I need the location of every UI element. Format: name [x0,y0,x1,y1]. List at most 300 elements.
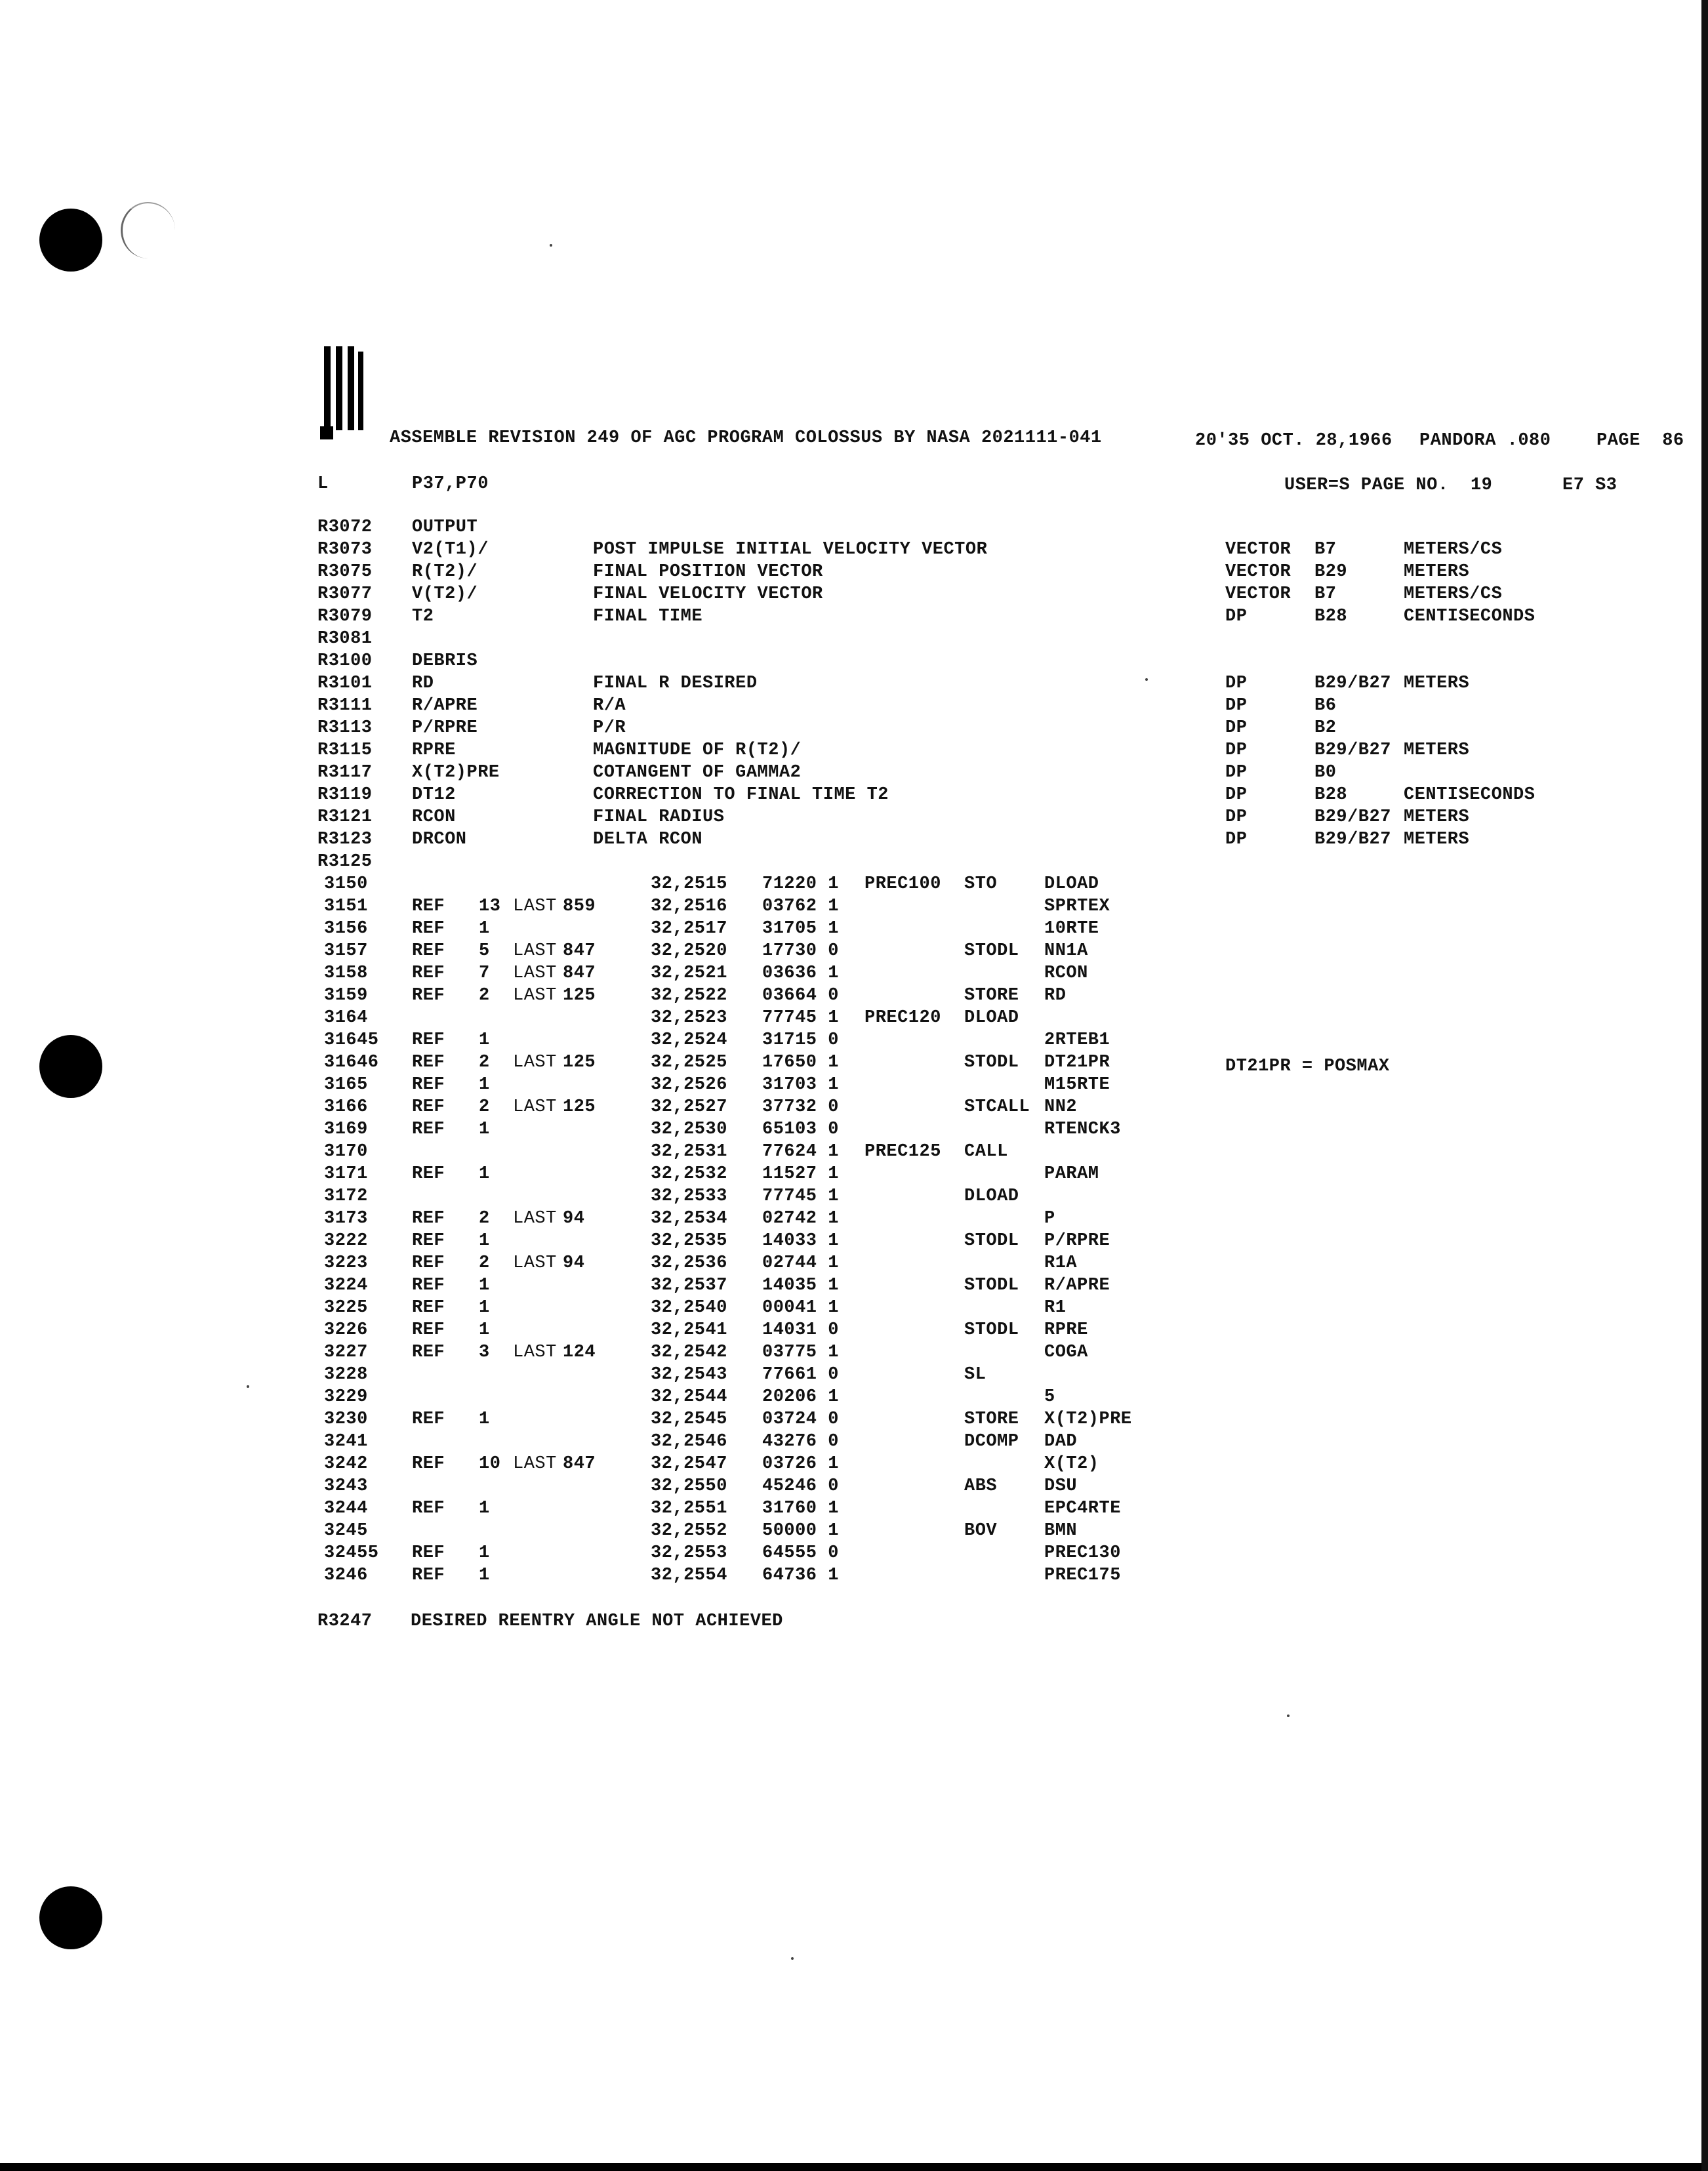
code-ref: REF [412,1030,445,1050]
code-operand: PREC130 [1044,1543,1121,1563]
code-address: 32,2531 [651,1142,727,1162]
scan-speck [791,1957,794,1960]
remark-scale: B0 [1314,763,1337,782]
remark-line-id: R3117 [317,763,373,782]
code-ref-count: 1 [479,1566,490,1585]
code-word: 31715 0 [762,1030,839,1050]
code-address: 32,2515 [651,874,727,894]
code-last: LAST [513,897,557,916]
code-address: 32,2517 [651,919,727,939]
code-line-number: 31645 [324,1030,379,1050]
code-opcode: STORE [964,1410,1019,1429]
code-ref-count: 2 [479,1097,490,1117]
code-word: 03775 1 [762,1343,839,1362]
punch-hole-bottom [39,1886,102,1949]
remark-scale: B2 [1314,718,1337,738]
code-ref-count: 1 [479,919,490,939]
code-ref: REF [412,1253,445,1273]
code-ref-count: 2 [479,1253,490,1273]
code-last-number: 847 [563,941,596,961]
remark-desc: P/R [593,718,626,738]
remark-type: DP [1225,807,1248,827]
code-ref-count: 1 [479,1543,490,1563]
remark-type: DP [1225,607,1248,626]
remark-type: DP [1225,718,1248,738]
remark-name: X(T2)PRE [412,763,500,782]
code-ref-count: 7 [479,964,490,983]
code-line-number: 3222 [324,1231,368,1251]
code-address: 32,2553 [651,1543,727,1563]
code-address: 32,2554 [651,1566,727,1585]
code-opcode: ABS [964,1476,998,1496]
code-word: 77745 1 [762,1187,839,1206]
remark-scale: B7 [1314,540,1337,559]
remark-units: METERS/CS [1404,584,1503,604]
code-word: 20206 1 [762,1387,839,1407]
code-address: 32,2547 [651,1454,727,1474]
remark-type: VECTOR [1225,584,1291,604]
remark-type: DP [1225,741,1248,760]
footer-remark: DESIRED REENTRY ANGLE NOT ACHIEVED [411,1612,783,1631]
remark-type: VECTOR [1225,540,1291,559]
remark-name: DRCON [412,830,467,849]
remark-line-id: R3113 [317,718,373,738]
code-opcode: STODL [964,1320,1019,1340]
code-operand: DSU [1044,1476,1078,1496]
code-address: 32,2525 [651,1053,727,1072]
code-line-number: 3224 [324,1276,368,1295]
code-line-number: 32455 [324,1543,379,1563]
code-ref-count: 2 [479,986,490,1005]
code-operand: RPRE [1044,1320,1088,1340]
remark-line-id: R3125 [317,852,373,872]
code-address: 32,2527 [651,1097,727,1117]
code-line-number: 3230 [324,1410,368,1429]
code-word: 31705 1 [762,919,839,939]
scan-speck [1287,1714,1290,1717]
code-opcode: DCOMP [964,1432,1019,1451]
binder-mark [358,352,363,430]
code-ref-count: 1 [479,1164,490,1184]
code-ref: REF [412,1120,445,1139]
code-word: 71220 1 [762,874,839,894]
code-label: PREC125 [864,1142,941,1162]
code-word: 03724 0 [762,1410,839,1429]
code-line-number: 3164 [324,1008,368,1028]
remark-desc: DELTA RCON [593,830,703,849]
remark-line-id: R3101 [317,674,373,693]
remark-name: RPRE [412,741,456,760]
code-ref: REF [412,986,445,1005]
code-ref: REF [412,1454,445,1474]
scan-speck [550,244,552,247]
code-word: 14033 1 [762,1231,839,1251]
code-line-number: 3171 [324,1164,368,1184]
code-line-number: 3246 [324,1566,368,1585]
remark-desc: COTANGENT OF GAMMA2 [593,763,802,782]
remark-line-id: R3079 [317,607,373,626]
footer-line-id: R3247 [317,1612,373,1631]
code-line-number: 3225 [324,1298,368,1318]
code-ref: REF [412,897,445,916]
code-operand: R1A [1044,1253,1078,1273]
code-word: 64736 1 [762,1566,839,1585]
remark-name: DT12 [412,785,456,805]
code-line-number: 3172 [324,1187,368,1206]
code-address: 32,2550 [651,1476,727,1496]
code-operand: PREC175 [1044,1566,1121,1585]
code-operand: EPC4RTE [1044,1499,1121,1518]
remark-line-id: R3123 [317,830,373,849]
code-operand: R1 [1044,1298,1067,1318]
punch-hole-top [39,209,102,272]
code-address: 32,2543 [651,1365,727,1385]
remark-line-id: R3077 [317,584,373,604]
code-opcode: STODL [964,1053,1019,1072]
code-address: 32,2542 [651,1343,727,1362]
code-address: 32,2551 [651,1499,727,1518]
code-opcode: SL [964,1365,986,1385]
code-operand: X(T2)PRE [1044,1410,1132,1429]
code-last-number: 125 [563,1097,596,1117]
remark-scale: B28 [1314,607,1348,626]
code-last-number: 859 [563,897,596,916]
code-last-number: 847 [563,964,596,983]
code-last: LAST [513,1097,557,1117]
code-line-number: 3241 [324,1432,368,1451]
code-opcode: STCALL [964,1097,1030,1117]
remark-desc: POST IMPULSE INITIAL VELOCITY VECTOR [593,540,988,559]
code-line-number: 3173 [324,1209,368,1228]
code-line-number: 31646 [324,1053,379,1072]
remark-units: METERS [1404,830,1470,849]
remark-units: CENTISECONDS [1404,785,1535,805]
code-operand: DAD [1044,1432,1078,1451]
remark-type: DP [1225,785,1248,805]
code-word: 02744 1 [762,1253,839,1273]
code-address: 32,2522 [651,986,727,1005]
code-opcode: CALL [964,1142,1008,1162]
code-ref: REF [412,1343,445,1362]
remark-name: V(T2)/ [412,584,478,604]
remark-scale: B28 [1314,785,1348,805]
scan-speck [1145,678,1148,681]
remark-name: DEBRIS [412,651,478,671]
code-address: 32,2541 [651,1320,727,1340]
remark-desc: CORRECTION TO FINAL TIME T2 [593,785,889,805]
code-address: 32,2533 [651,1187,727,1206]
code-line-number: 3226 [324,1320,368,1340]
remark-scale: B6 [1314,696,1337,716]
code-operand: 10RTE [1044,919,1099,939]
punch-ring-top [121,202,175,258]
code-ref: REF [412,1075,445,1095]
code-word: 37732 0 [762,1097,839,1117]
header-datetime: 20'35 OCT. 28,1966 [1195,431,1393,451]
code-last: LAST [513,941,557,961]
code-ref: REF [412,1276,445,1295]
code-operand: RCON [1044,964,1088,983]
code-last: LAST [513,1454,557,1474]
code-word: 77661 0 [762,1365,839,1385]
code-line-number: 3156 [324,919,368,939]
remark-line-id: R3072 [317,517,373,537]
code-opcode: DLOAD [964,1008,1019,1028]
code-operand: P/RPRE [1044,1231,1110,1251]
code-label: PREC100 [864,874,941,894]
remark-name: R/APRE [412,696,478,716]
code-line-number: 3170 [324,1142,368,1162]
remark-units: METERS [1404,562,1470,582]
header-pandora: PANDORA .080 [1419,431,1551,451]
code-operand: 2RTEB1 [1044,1030,1110,1050]
code-last-number: 847 [563,1454,596,1474]
code-word: 17730 0 [762,941,839,961]
code-address: 32,2544 [651,1387,727,1407]
remark-name: OUTPUT [412,517,478,537]
code-address: 32,2523 [651,1008,727,1028]
code-line-number: 3159 [324,986,368,1005]
remark-desc: FINAL R DESIRED [593,674,758,693]
code-operand: DT21PR [1044,1053,1110,1072]
remark-line-id: R3111 [317,696,373,716]
remark-name: V2(T1)/ [412,540,489,559]
remark-line-id: R3115 [317,741,373,760]
code-operand: R/APRE [1044,1276,1110,1295]
code-address: 32,2524 [651,1030,727,1050]
code-opcode: STODL [964,941,1019,961]
code-opcode: STODL [964,1231,1019,1251]
code-ref-count: 1 [479,1499,490,1518]
code-operand: DLOAD [1044,874,1099,894]
code-address: 32,2536 [651,1253,727,1273]
code-ref: REF [412,1566,445,1585]
code-last: LAST [513,1053,557,1072]
code-address: 32,2530 [651,1120,727,1139]
code-last-number: 125 [563,1053,596,1072]
remark-type: VECTOR [1225,562,1291,582]
code-line-number: 3169 [324,1120,368,1139]
code-word: 31760 1 [762,1499,839,1518]
assemble-header: ASSEMBLE REVISION 249 OF AGC PROGRAM COLOSSUS BY NASA 2021111-041 [390,428,1102,448]
code-ref: REF [412,1320,445,1340]
remark-desc: FINAL TIME [593,607,703,626]
code-operand: P [1044,1209,1055,1228]
line2-left: L [317,474,329,494]
code-last-number: 94 [563,1209,585,1228]
e7s3: E7 S3 [1562,476,1617,495]
code-address: 32,2521 [651,964,727,983]
code-ref-count: 1 [479,1120,490,1139]
remark-scale: B7 [1314,584,1337,604]
code-opcode: BOV [964,1521,998,1541]
code-word: 14035 1 [762,1276,839,1295]
code-word: 77624 1 [762,1142,839,1162]
code-word: 00041 1 [762,1298,839,1318]
code-last: LAST [513,1343,557,1362]
code-address: 32,2552 [651,1521,727,1541]
code-line-number: 3165 [324,1075,368,1095]
binder-mark [320,426,333,439]
code-line-number: 3227 [324,1343,368,1362]
code-line-number: 3228 [324,1365,368,1385]
code-ref: REF [412,1410,445,1429]
line2-id: P37,P70 [412,474,489,494]
remark-type: DP [1225,830,1248,849]
code-ref-count: 1 [479,1276,490,1295]
code-last: LAST [513,1253,557,1273]
code-ref: REF [412,1097,445,1117]
code-line-number: 3157 [324,941,368,961]
code-operand: BMN [1044,1521,1078,1541]
code-address: 32,2532 [651,1164,727,1184]
code-word: 43276 0 [762,1432,839,1451]
code-ref-count: 1 [479,1298,490,1318]
code-word: 65103 0 [762,1120,839,1139]
punch-hole-middle [39,1035,102,1098]
code-operand: NN1A [1044,941,1088,961]
code-address: 32,2545 [651,1410,727,1429]
code-ref: REF [412,1053,445,1072]
code-ref-count: 10 [479,1454,501,1474]
remark-scale: B29/B27 [1314,674,1391,693]
code-word: 77745 1 [762,1008,839,1028]
remark-units: METERS/CS [1404,540,1503,559]
code-line-number: 3229 [324,1387,368,1407]
code-ref-count: 1 [479,1320,490,1340]
scan-speck [247,1385,249,1388]
code-opcode: STODL [964,1276,1019,1295]
code-last: LAST [513,964,557,983]
code-last-number: 94 [563,1253,585,1273]
remark-desc: MAGNITUDE OF R(T2)/ [593,741,802,760]
remark-units: METERS [1404,741,1470,760]
code-word: 03762 1 [762,897,839,916]
code-ref: REF [412,1298,445,1318]
code-word: 17650 1 [762,1053,839,1072]
code-line-number: 3166 [324,1097,368,1117]
header-page: PAGE 86 [1596,431,1684,451]
code-last-number: 124 [563,1343,596,1362]
code-word: 45246 0 [762,1476,839,1496]
code-ref-count: 1 [479,1030,490,1050]
code-line-number: 3242 [324,1454,368,1474]
users-page-no: USER=S PAGE NO. 19 [1284,476,1493,495]
code-line-number: 3151 [324,897,368,916]
code-operand: NN2 [1044,1097,1078,1117]
code-ref: REF [412,1543,445,1563]
remark-scale: B29 [1314,562,1348,582]
remark-line-id: R3119 [317,785,373,805]
code-operand: PARAM [1044,1164,1099,1184]
code-address: 32,2534 [651,1209,727,1228]
code-opcode: STO [964,874,998,894]
code-opcode: STORE [964,986,1019,1005]
remark-name: T2 [412,607,434,626]
code-operand: RD [1044,986,1067,1005]
code-ref-count: 1 [479,1410,490,1429]
code-address: 32,2540 [651,1298,727,1318]
code-operand: M15RTE [1044,1075,1110,1095]
remark-name: RCON [412,807,456,827]
remark-line-id: R3121 [317,807,373,827]
code-line-number: 3245 [324,1521,368,1541]
code-ref: REF [412,919,445,939]
remark-scale: B29/B27 [1314,741,1391,760]
code-last: LAST [513,986,557,1005]
scan-edge-bottom [0,2163,1708,2171]
code-word: 11527 1 [762,1164,839,1184]
code-address: 32,2516 [651,897,727,916]
code-address: 32,2520 [651,941,727,961]
code-line-number: 3150 [324,874,368,894]
code-opcode: DLOAD [964,1187,1019,1206]
code-ref-count: 1 [479,1075,490,1095]
remark-desc: R/A [593,696,626,716]
remark-scale: B29/B27 [1314,807,1391,827]
remark-scale: B29/B27 [1314,830,1391,849]
code-label: PREC120 [864,1008,941,1028]
remark-name: RD [412,674,434,693]
code-operand: 5 [1044,1387,1055,1407]
dt21pr-comment: DT21PR = POSMAX [1225,1057,1390,1076]
code-operand: RTENCK3 [1044,1120,1121,1139]
code-word: 64555 0 [762,1543,839,1563]
code-address: 32,2546 [651,1432,727,1451]
code-line-number: 3244 [324,1499,368,1518]
code-address: 32,2535 [651,1231,727,1251]
code-operand: X(T2) [1044,1454,1099,1474]
code-word: 03664 0 [762,986,839,1005]
code-ref-count: 13 [479,897,501,916]
code-line-number: 3243 [324,1476,368,1496]
code-ref: REF [412,1499,445,1518]
remark-units: METERS [1404,807,1470,827]
remark-desc: FINAL RADIUS [593,807,725,827]
code-ref-count: 2 [479,1209,490,1228]
remark-line-id: R3075 [317,562,373,582]
code-ref-count: 5 [479,941,490,961]
code-word: 14031 0 [762,1320,839,1340]
code-ref: REF [412,1164,445,1184]
code-word: 03726 1 [762,1454,839,1474]
code-ref-count: 3 [479,1343,490,1362]
code-operand: COGA [1044,1343,1088,1362]
code-ref: REF [412,1209,445,1228]
scan-edge-right [1701,0,1708,2171]
code-operand: SPRTEX [1044,897,1110,916]
code-ref-count: 2 [479,1053,490,1072]
code-word: 03636 1 [762,964,839,983]
remark-units: METERS [1404,674,1470,693]
code-last: LAST [513,1209,557,1228]
remark-name: R(T2)/ [412,562,478,582]
remark-desc: FINAL VELOCITY VECTOR [593,584,823,604]
remark-desc: FINAL POSITION VECTOR [593,562,823,582]
remark-name: P/RPRE [412,718,478,738]
code-line-number: 3158 [324,964,368,983]
remark-type: DP [1225,674,1248,693]
code-ref: REF [412,941,445,961]
code-address: 32,2526 [651,1075,727,1095]
code-last-number: 125 [563,986,596,1005]
remark-type: DP [1225,696,1248,716]
remark-units: CENTISECONDS [1404,607,1535,626]
binder-mark [336,346,342,430]
remark-line-id: R3073 [317,540,373,559]
code-address: 32,2537 [651,1276,727,1295]
binder-mark [324,346,331,430]
